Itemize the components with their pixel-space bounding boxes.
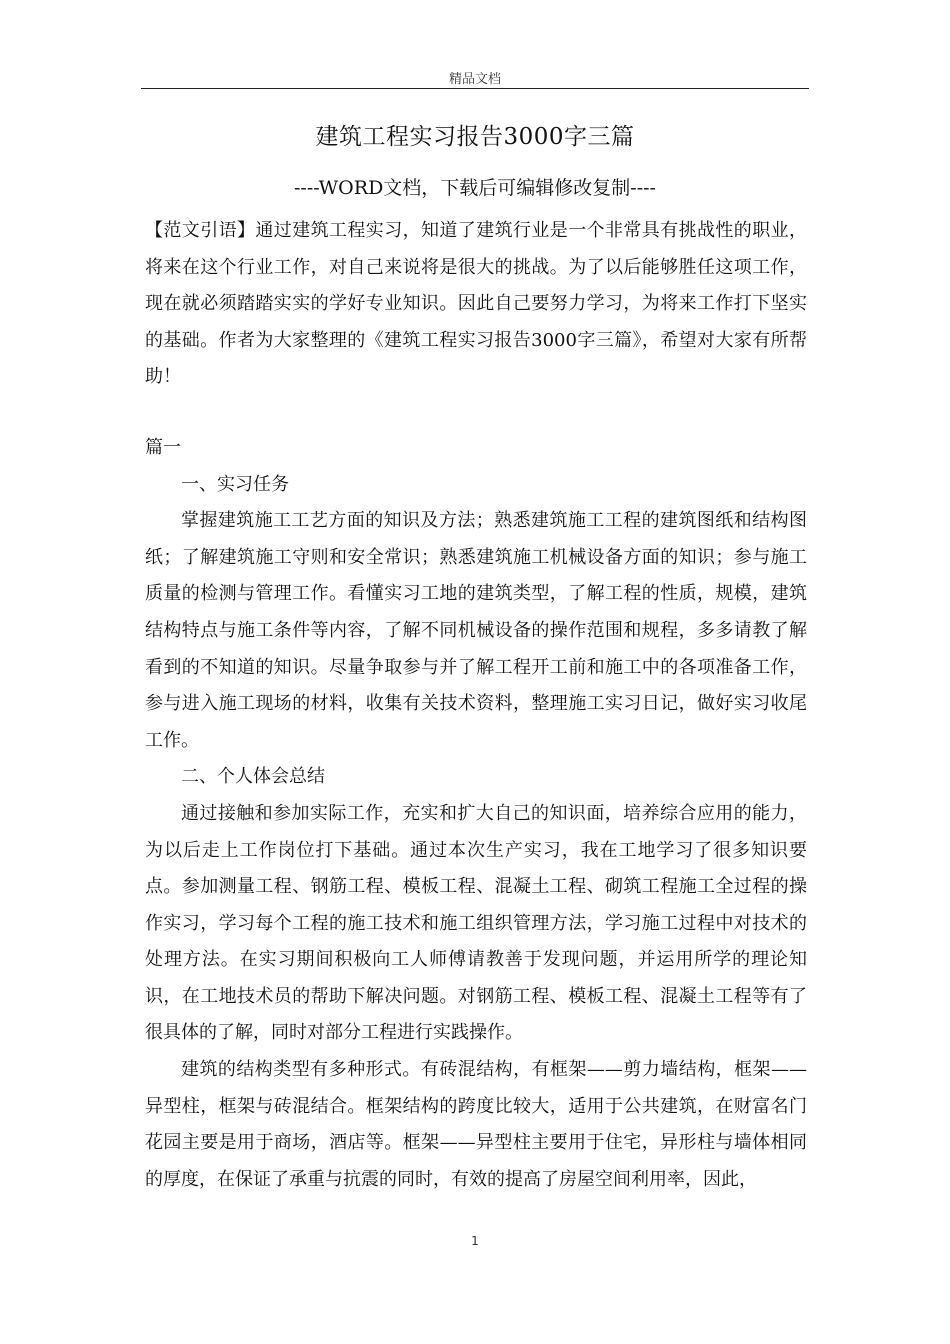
intro-paragraph: 【范文引语】通过建筑工程实习，知道了建筑行业是一个非常具有挑战性的职业，将来在这个行业工作，对自己来说将是很大的挑战。为了以后能够胜任这项工作，现在就必须踏踏实实的学好专业知识。因此自己要努力学习，为将来工作打下坚实的基础。作者为大家整理的《建筑工程实习报告3000字三篇》，希望对大家有所帮助！ bbox=[145, 220, 807, 388]
page-number: 1 bbox=[471, 1234, 479, 1248]
section-1-paragraph: 掌握建筑施工工艺方面的知识及方法；熟悉建筑施工工程的建筑图纸和结构图纸；了解建筑施工守则和安全常识；熟悉建筑施工机械设备方面的知识；参与施工质量的检测与管理工作。看懂实习工地的建筑类型，了解工程的性质，规模，建筑结构特点与施工条件等内容，了解不同机械设备的操作范围和规程，多多请教了解看到的不知道的知识。尽量争取参与并了解工程开工前和施工中的各项准备工作，参与进入施工现场的材料，收集有关技术资料，整理施工实习日记，做好实习收尾工作。 bbox=[145, 510, 807, 751]
section-2-paragraph-1: 通过接触和参加实际工作，充实和扩大自己的知识面，培养综合应用的能力，为以后走上工作岗位打下基础。通过本次生产实习，我在工地学习了很多知识要点。参加测量工程、钢筋工程、模板工程、混凝土工程、砌筑工程施工全过程的操作实习，学习每个工程的施工技术和施工组织管理方法，学习施工过程中对技术的处理方法。在实习期间积极向工人师傅请教善于发现问题，并运用所学的理论知识，在工地技术员的帮助下解决问题。对钢筋工程、模板工程、混凝土工程等有了很具体的了解，同时对部分工程进行实践操作。 bbox=[145, 802, 807, 1044]
document-body bbox=[145, 213, 807, 1198]
document-subtitle: ----WORD文档，下载后可编辑修改复制---- bbox=[294, 177, 656, 199]
header-label: 精品文档 bbox=[448, 72, 501, 87]
paragraph-gap bbox=[145, 396, 807, 430]
chapter-heading: 篇一 bbox=[145, 436, 181, 458]
section-heading-2: 二、个人体会总结 bbox=[181, 766, 325, 788]
header-divider bbox=[141, 88, 809, 89]
document-title: 建筑工程实习报告3000字三篇 bbox=[315, 124, 635, 150]
section-heading-1: 一、实习任务 bbox=[181, 473, 289, 495]
section-2-paragraph-2: 建筑的结构类型有多种形式。有砖混结构，有框架——剪力墙结构，框架——异型柱，框架与砖混结合。框架结构的跨度比较大，适用于公共建筑，在财富名门花园主要是用于商场，酒店等。框架——异型柱主要用于住宅，异形柱与墙体相同的厚度，在保证了承重与抗震的同时，有效的提高了房屋空间利用率，因此， bbox=[145, 1059, 807, 1190]
